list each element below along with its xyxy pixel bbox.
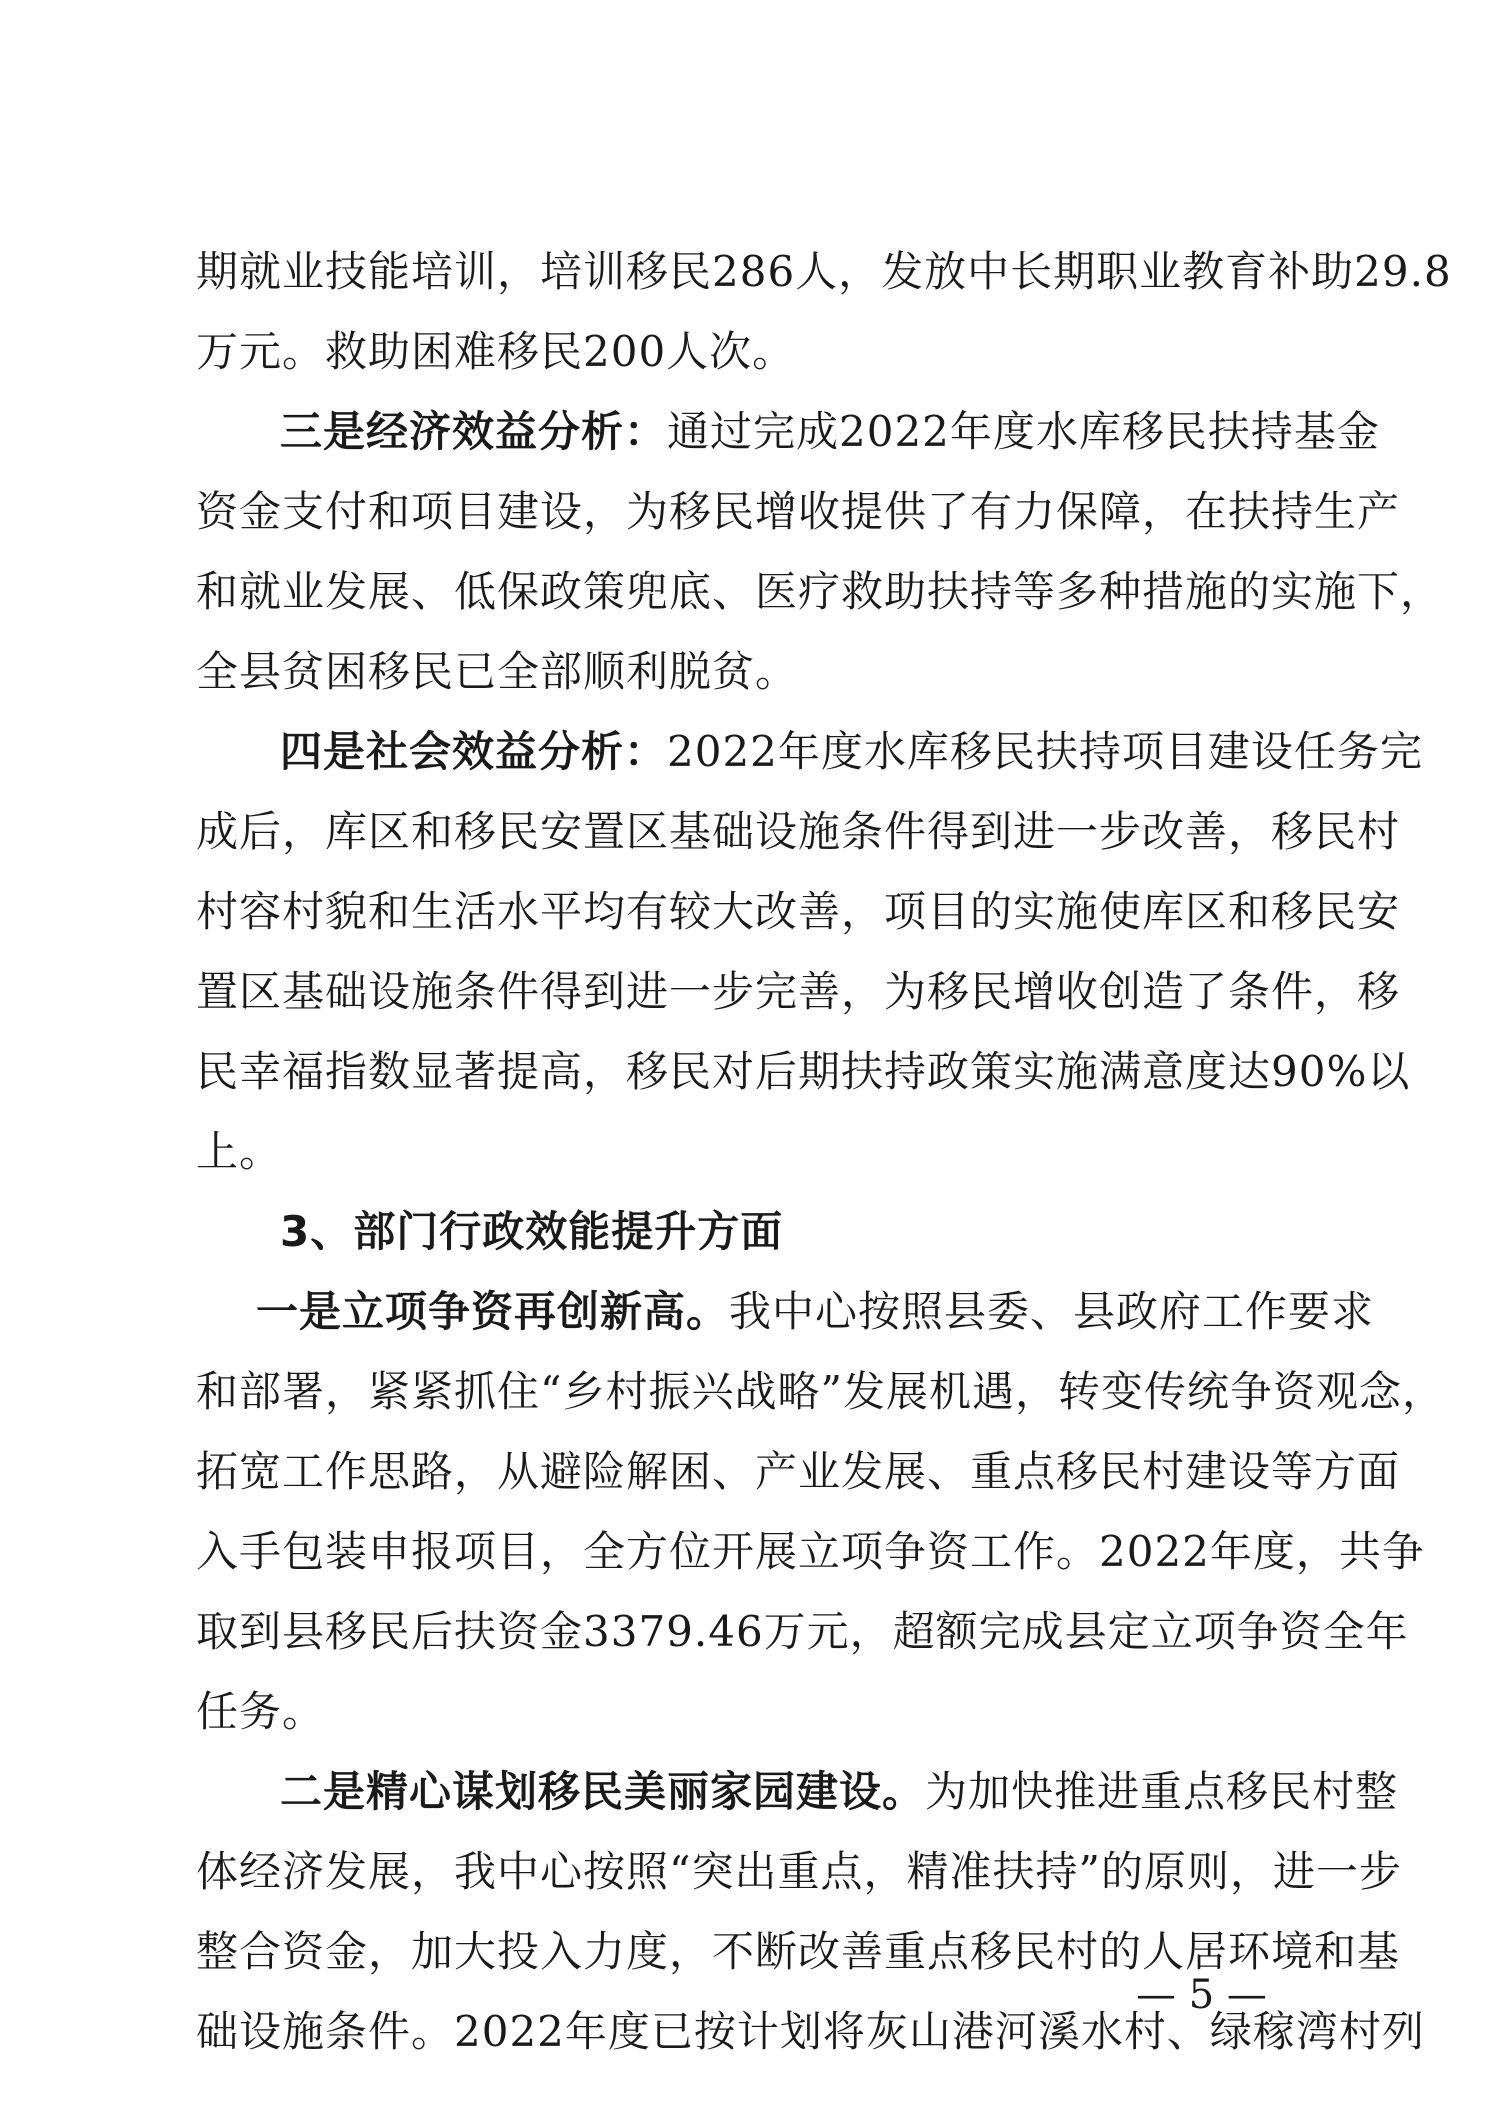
- paragraph-line: 拓宽工作思路，从避险解困、产业发展、重点移民村建设等方面: [196, 1447, 1401, 1496]
- paragraph-line: 入手包装申报项目，全方位开展立项争资工作。2022年度，共争: [196, 1527, 1425, 1576]
- paragraph-line: 资金支付和项目建设，为移民增收提供了有力保障，在扶持生产: [196, 487, 1401, 536]
- paragraph-line: [196, 392, 1380, 472]
- paragraph-line: 和就业发展、低保政策兜底、医疗救助扶持等多种措施的实施下，: [196, 567, 1444, 616]
- paragraph-lead: 一是立项争资再创新高。: [256, 1287, 730, 1336]
- paragraph-line: [196, 1752, 1399, 1832]
- paragraph-line: 上。: [196, 1127, 283, 1176]
- document-body: [196, 232, 1452, 2072]
- paragraph-line: 体经济发展，我中心按照“突出重点，精准扶持”的原则，进一步: [196, 1847, 1402, 1896]
- paragraph-line: 民幸福指数显著提高，移民对后期扶持政策实施满意度达90%以: [196, 1047, 1411, 1096]
- paragraph-line: 期就业技能培训，培训移民286人，发放中长期职业教育补助29.8: [196, 247, 1452, 296]
- section-heading: 3、部门行政效能提升方面: [280, 1207, 784, 1256]
- paragraph-text: 我中心按照县委、县政府工作要求: [729, 1287, 1375, 1336]
- paragraph-line: [196, 1272, 1375, 1352]
- page-number: — 5 —: [1136, 1972, 1267, 2018]
- paragraph-text: 为加快推进重点移民村整: [925, 1767, 1399, 1816]
- paragraph-line: 整合资金，加大投入力度，不断改善重点移民村的人居环境和基: [196, 1927, 1401, 1976]
- paragraph-line: 成后，库区和移民安置区基础设施条件得到进一步改善，移民村: [196, 807, 1401, 856]
- paragraph-text: 通过完成2022年度水库移民扶持基金: [667, 407, 1380, 456]
- paragraph-line: [196, 712, 1423, 792]
- paragraph-line: 和部署，紧紧抓住“乡村振兴战略”发展机遇，转变传统争资观念，: [196, 1367, 1445, 1416]
- paragraph-line: 全县贫困移民已全部顺利脱贫。: [196, 647, 799, 696]
- paragraph-line: 万元。救助困难移民200人次。: [196, 327, 796, 376]
- paragraph-line: 村容村貌和生活水平均有较大改善，项目的实施使库区和移民安: [196, 887, 1401, 936]
- paragraph-lead: 二是精心谋划移民美丽家园建设。: [280, 1767, 926, 1816]
- paragraph-text: 2022年度水库移民扶持项目建设任务完: [667, 727, 1423, 776]
- paragraph-line: 置区基础设施条件得到进一步完善，为移民增收创造了条件，移: [196, 967, 1401, 1016]
- paragraph-lead: 三是经济效益分析：: [280, 407, 668, 456]
- paragraph-lead: 四是社会效益分析：: [280, 727, 668, 776]
- paragraph-line: 任务。: [196, 1687, 326, 1736]
- paragraph-line: 础设施条件。2022年度已按计划将灰山港河溪水村、绿稼湾村列: [196, 2007, 1425, 2056]
- paragraph-line: 取到县移民后扶资金3379.46万元，超额完成县定立项争资全年: [196, 1607, 1409, 1656]
